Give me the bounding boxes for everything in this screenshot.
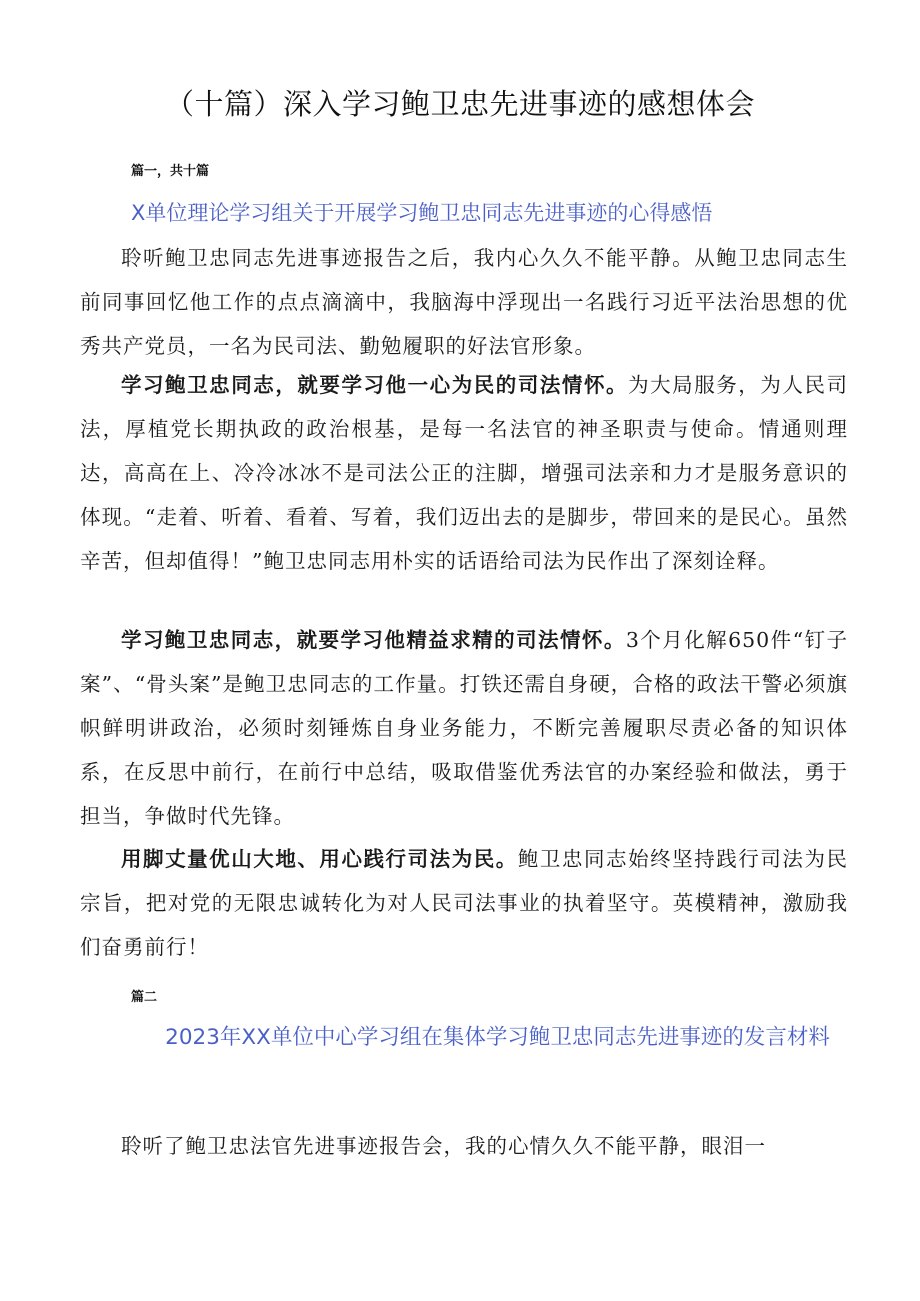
paragraph-3-lead: 学习鲍卫忠同志，就要学习他精益求精的司法情怀。: [121, 628, 626, 652]
paragraph-3-text: 3个月化解650件“钉子案”、“骨头案”是鲍卫忠同志的工作量。打铁还需自身硬，合格的政法干警必须旗帜鲜明讲政治，必须时刻锤炼自身业务能力，不断完善履职尽责必备的知识体系，在反思中前行，在前行中总结，吸取借鉴优秀法官的办案经验和做法，勇于担当，争做时代先锋。: [80, 628, 848, 828]
paragraph-1: [80, 236, 848, 368]
section-heading-1: X单位理论学习组关于开展学习鲍卫忠同志先进事迹的心得感悟: [131, 201, 713, 225]
paragraph-2: [80, 363, 848, 583]
section-label-1: 篇一，共十篇: [131, 164, 210, 179]
paragraph-3: [80, 618, 848, 838]
section-heading-2: 2023年XX单位中心学习组在集体学习鲍卫忠同志先进事迹的发言材料: [165, 1025, 830, 1050]
paragraph-5: [80, 1124, 848, 1168]
paragraph-1-text: 聆听鲍卫忠同志先进事迹报告之后，我内心久久不能平静。从鲍卫忠同志生前同事回忆他工作的点点滴滴中，我脑海中浮现出一名践行习近平法治思想的优秀共产党员，一名为民司法、勤勉履职的好法官形象。: [80, 246, 848, 358]
document-title: （十篇）深入学习鲍卫忠先进事迹的感想体会: [164, 87, 755, 121]
paragraph-5-text: 聆听了鲍卫忠法官先进事迹报告会，我的心情久久不能平静，眼泪一: [121, 1134, 766, 1158]
paragraph-2-text: 为大局服务，为人民司法，厚植党长期执政的政治根基，是每一名法官的神圣职责与使命。情通则理达，高高在上、冷冷冰冰不是司法公正的注脚，增强司法亲和力才是服务意识的体现。“走着、听着、看着、写着，我们迈出去的是脚步，带回来的是民心。虽然辛苦，但却值得！”鲍卫忠同志用朴实的话语给司法为民作出了深刻诠释。: [80, 373, 848, 573]
paragraph-4-text: 鲍卫忠同志始终坚持践行司法为民宗旨，把对党的无限忠诚转化为对人民司法事业的执着坚守。英模精神，激励我们奋勇前行！: [80, 847, 848, 959]
paragraph-4-lead: 用脚丈量优山大地、用心践行司法为民。: [121, 847, 518, 871]
section-label-2: 篇二: [131, 990, 158, 1005]
paragraph-2-lead: 学习鲍卫忠同志，就要学习他一心为民的司法情怀。: [121, 373, 629, 397]
paragraph-4: [80, 837, 848, 969]
